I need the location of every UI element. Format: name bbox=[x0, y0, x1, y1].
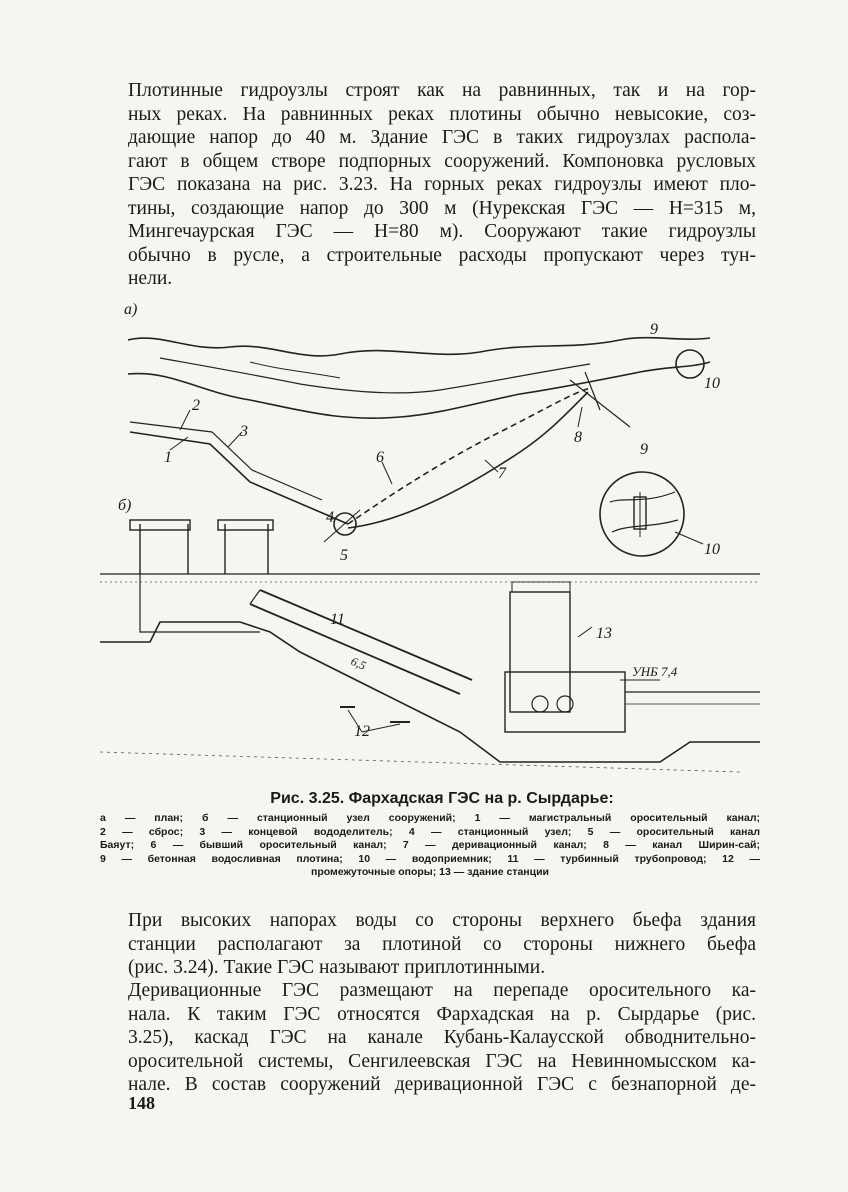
figure-farkhad-hpp bbox=[100, 292, 760, 792]
text-line: ных реках. На равнинных реках плотины обычно невысокие, соз- bbox=[128, 103, 756, 125]
figure-label: 9 bbox=[650, 321, 658, 338]
figure-label: 11 bbox=[330, 611, 345, 628]
text-line: обычно в русле, а строительные расходы пропускают через тун- bbox=[128, 244, 756, 266]
figure-caption-title: Рис. 3.25. Фархадская ГЭС на р. Сырдарье: bbox=[270, 790, 614, 807]
panel-b-label: б) bbox=[118, 497, 132, 514]
text-line: тины, создающие напор до 300 м (Нурекская ГЭС — H=315 м, bbox=[128, 197, 756, 219]
panel-a-label: а) bbox=[124, 301, 138, 318]
figure-label: 2 bbox=[192, 397, 200, 414]
text-line: Плотинные гидроузлы строят как на равнинных, так и на гор- bbox=[128, 80, 756, 101]
text-line: (рис. 3.24). Такие ГЭС называют приплотинными. bbox=[128, 957, 546, 978]
figure-label: 1 bbox=[164, 449, 172, 466]
text-line: 3.25), каскад ГЭС на канале Кубань-Калаусской обводнительно- bbox=[128, 1027, 756, 1048]
figure-label: 4 bbox=[326, 509, 334, 526]
paragraph-dam-hpp bbox=[128, 909, 756, 980]
text-line: ГЭС показана на рис. 3.23. На горных реках гидроузлы имеют пло- bbox=[128, 174, 756, 195]
text-line: нале. В состав сооружений деривационной ГЭС с безнапорной де- bbox=[128, 1074, 756, 1095]
text-line: станции располагают за плотиной со стороны нижнего бьефа bbox=[128, 933, 756, 955]
text-line: Мингечаурская ГЭС — H=80 м). Сооружают такие гидроузлы bbox=[128, 221, 756, 242]
figure-label: 6 bbox=[376, 449, 384, 466]
figure-caption-legend bbox=[100, 812, 760, 880]
text-line: нала. К таким ГЭС относятся Фархадская на р. Сырдарье (рис. bbox=[128, 1003, 756, 1025]
figure-label: 10 bbox=[704, 375, 720, 392]
text-line: При высоких напорах воды со стороны верхнего бьефа здания bbox=[128, 910, 756, 931]
figure-label: 13 bbox=[596, 625, 612, 642]
legend-line: промежуточные опоры; 13 — здание станции bbox=[310, 866, 549, 878]
legend-line: 9 — бетонная водосливная плотина; 10 — водоприемник; 11 — турбинный трубопровод; 12 — bbox=[100, 852, 760, 865]
figure-label: 7 bbox=[498, 465, 506, 482]
legend-line: Баяут; 6 — бывший оросительный канал; 7 — деривационный канал; 8 — канал Ширин-сай; bbox=[100, 839, 760, 851]
legend-line: 2 — сброс; 3 — концевой вододелитель; 4 — станционный узел; 5 — оросительный канал bbox=[100, 825, 760, 838]
figure-label: 10 bbox=[704, 541, 720, 558]
level-mark: УНБ 7,4 bbox=[632, 664, 678, 679]
text-line: дающие напор до 40 м. Здание ГЭС в таких гидроузлах распола- bbox=[128, 127, 756, 148]
text-line: нели. bbox=[128, 268, 173, 289]
figure-label: 9 bbox=[640, 441, 648, 458]
text-line: гают в общем створе подпорных сооружений. Компоновка русловых bbox=[128, 150, 756, 172]
legend-line: а — план; б — станционный узел сооружений; 1 — магистральный оросительный канал; bbox=[100, 812, 760, 824]
figure-label: 3 bbox=[240, 423, 248, 440]
page-number: 148 bbox=[128, 1093, 155, 1113]
figure-label: 8 bbox=[574, 429, 582, 446]
figure-label: 5 bbox=[340, 547, 348, 564]
figure-label: 12 bbox=[354, 723, 370, 740]
text-line: Деривационные ГЭС размещают на перепаде оросительного ка- bbox=[128, 980, 756, 1001]
text-line: оросительной системы, Сенгилеевская ГЭС на Невинномысском ка- bbox=[128, 1050, 756, 1072]
pipe-mark: 6,5 bbox=[348, 653, 369, 673]
paragraph-derivation-hpp bbox=[128, 979, 756, 1097]
paragraph-intro bbox=[128, 79, 756, 291]
